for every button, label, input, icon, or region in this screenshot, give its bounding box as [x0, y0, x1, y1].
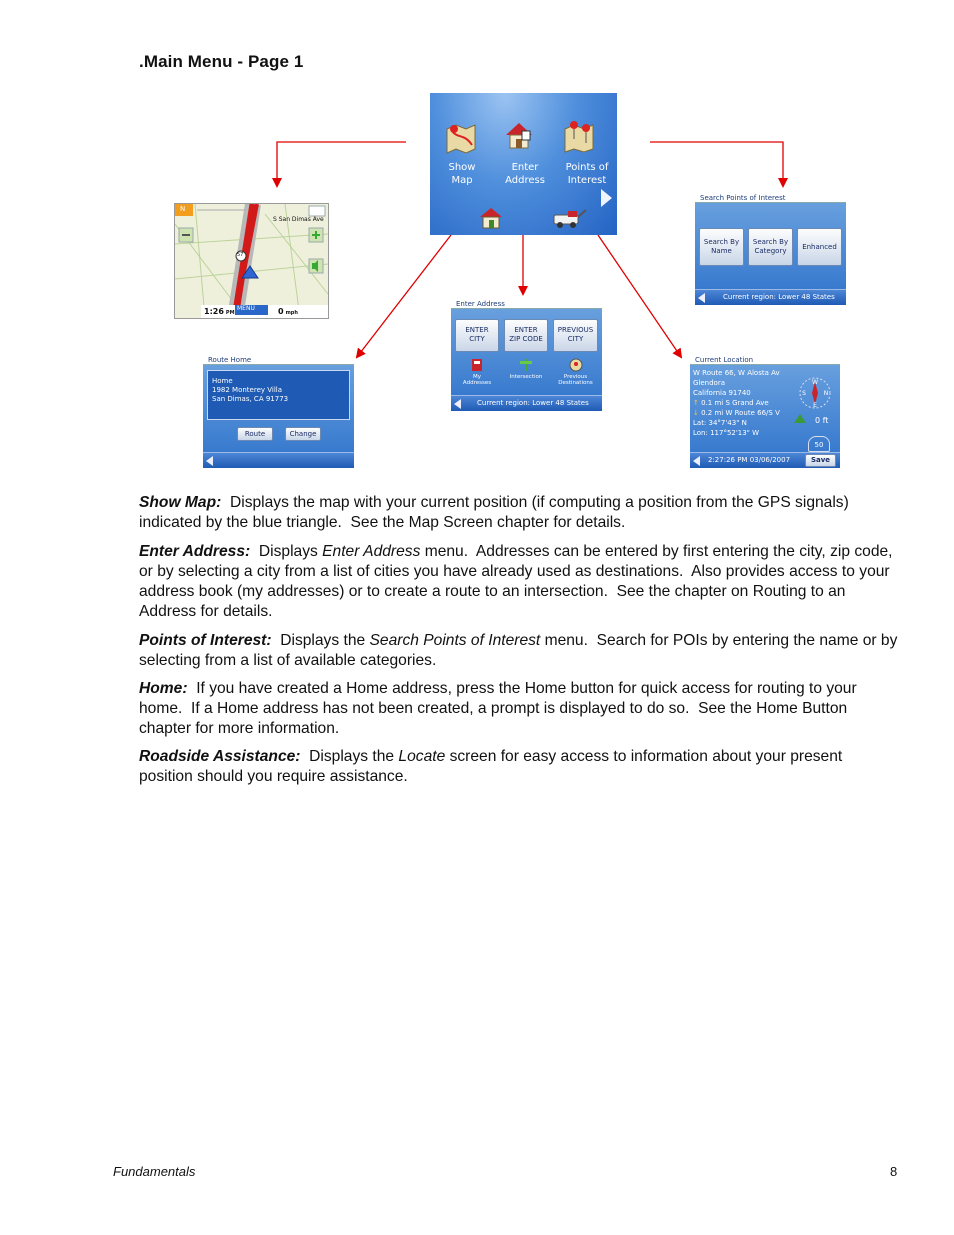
back-arrow-icon[interactable]	[698, 293, 705, 303]
paragraph-text: If you have created a Home address, press the Home button for quick access for routing to your home. If a Home address has not been created, a prompt is displayed to do so. See the Home Button chapter for more information.	[139, 680, 862, 737]
location-line: California 91740	[693, 389, 751, 397]
paragraph-show-map	[139, 493, 899, 533]
save-button[interactable]: Save	[805, 454, 836, 467]
next-street-1	[693, 398, 780, 408]
current-location-screen	[690, 354, 840, 468]
button-label: Search By	[703, 238, 740, 246]
paragraph-text: screen for easy access to information about your present position should you require assistance.	[139, 748, 847, 785]
item-label: Destinations	[558, 380, 593, 386]
arrow-to-location	[598, 235, 681, 357]
speed-readout	[278, 307, 298, 316]
paragraph-text: Displays the	[271, 632, 370, 649]
back-arrow-icon[interactable]	[454, 399, 461, 409]
next-street-2	[693, 408, 780, 418]
map-screen	[174, 203, 329, 319]
region-text: Current region: Lower 48 States	[477, 399, 589, 407]
button-label: ENTER	[465, 326, 489, 334]
roadside-assistance-icon[interactable]	[552, 207, 588, 229]
previous-destinations-icon	[569, 358, 583, 372]
paragraph-roadside-assistance	[139, 747, 899, 787]
intersection-icon	[519, 358, 533, 372]
change-button[interactable]: Change	[285, 427, 321, 441]
term-points-of-interest: Points of Interest:	[139, 632, 272, 649]
button-label: PREVIOUS	[557, 326, 594, 334]
screen-name: Locate	[398, 748, 446, 765]
screen-footer	[203, 452, 354, 468]
menu-item-show-map[interactable]	[437, 161, 487, 187]
paragraph-enter-address	[139, 542, 899, 622]
menu-item-enter-address[interactable]	[500, 161, 550, 187]
button-label: ENTER	[514, 326, 538, 334]
screen-title: Current Location	[690, 354, 840, 365]
page-number: 8	[890, 1164, 898, 1179]
longitude: Lon: 117°52'13" W	[693, 429, 760, 437]
speed-gauge: 50	[808, 436, 830, 452]
search-poi-screen	[695, 192, 846, 305]
svg-text:W: W	[812, 379, 818, 386]
arrow-down-icon: ↓	[693, 409, 699, 417]
menu-label: Show	[448, 162, 476, 173]
points-of-interest-icon[interactable]	[562, 119, 596, 153]
region-text: Current region: Lower 48 States	[723, 293, 835, 301]
time-readout	[204, 307, 235, 316]
term-roadside-assistance: Roadside Assistance:	[139, 748, 301, 765]
menu-label: Enter	[511, 162, 539, 173]
date-time: 2:27:26 PM 03/06/2007	[708, 456, 791, 464]
paragraph-text: Displays the	[300, 748, 399, 765]
back-arrow-icon[interactable]	[206, 456, 213, 466]
button-label: Name	[711, 247, 732, 255]
item-label: Addresses	[462, 380, 492, 386]
svg-text:S: S	[802, 390, 806, 397]
screen-title: Enter Address	[451, 298, 602, 309]
previous-destinations-item[interactable]	[553, 358, 598, 386]
address-line: Home	[212, 377, 233, 385]
show-map-icon[interactable]	[444, 121, 478, 155]
button-label: Enhanced	[802, 243, 837, 251]
menu-item-points-of-interest[interactable]	[562, 161, 612, 187]
arrow-to-poi	[650, 142, 783, 186]
button-label: Search By	[752, 238, 789, 246]
next-page-arrow-icon[interactable]	[601, 189, 612, 207]
paragraph-text: menu. Search for POIs by entering the name or by selecting from a list of available categories.	[139, 632, 902, 669]
latitude: Lat: 34°7'43" N	[693, 419, 747, 427]
enter-zip-code-button[interactable]	[504, 319, 548, 352]
item-label: Previous	[563, 374, 588, 380]
button-label: ZIP CODE	[509, 335, 543, 343]
location-line: W Route 66, W Alosta Av	[693, 369, 780, 377]
svg-text:E: E	[813, 402, 817, 409]
enter-address-screen	[451, 298, 602, 411]
route-home-screen	[203, 354, 354, 468]
term-home: Home:	[139, 680, 188, 697]
address-line: San Dimas, CA 91773	[212, 395, 289, 403]
my-addresses-item[interactable]	[455, 358, 499, 386]
route-shield: 57	[237, 252, 244, 258]
next-street-text: 0.2 mi W Route 66/S V	[701, 409, 780, 417]
term-enter-address: Enter Address:	[139, 543, 251, 560]
paragraph-text: Displays	[250, 543, 323, 560]
home-address-panel	[207, 370, 350, 420]
street-label: S San Dimas Ave	[273, 216, 324, 223]
address-book-icon	[470, 358, 484, 372]
menu-label: Map	[451, 175, 473, 186]
compass-label: N	[180, 205, 186, 213]
svg-text:N: N	[823, 390, 829, 397]
route-button[interactable]: Route	[237, 427, 273, 441]
button-label: CITY	[567, 335, 584, 343]
menu-label: Address	[505, 175, 545, 186]
paragraph-points-of-interest	[139, 631, 902, 671]
region-footer	[451, 395, 602, 411]
search-by-name-button[interactable]	[699, 228, 744, 266]
location-line: Glendora	[693, 379, 726, 387]
paragraph-text: menu. Addresses can be entered by first entering the city, zip code, or by selecting a city from a list of cities you have already used as destinations. Also provides access to your address book (my addresses) or to create a route to an intersection. See the chapter on Routing to an Address for details.	[139, 543, 897, 620]
screen-title: Route Home	[203, 354, 354, 365]
term-show-map: Show Map:	[139, 494, 222, 511]
previous-city-button[interactable]	[553, 319, 598, 352]
enter-city-button[interactable]	[455, 319, 499, 352]
back-arrow-icon[interactable]	[693, 456, 700, 466]
arrow-to-route-home	[357, 235, 451, 357]
enter-address-icon[interactable]	[502, 119, 536, 153]
item-label: My	[472, 374, 481, 380]
button-label: CITY	[469, 335, 485, 343]
section-heading: .Main Menu - Page 1	[139, 52, 304, 71]
location-details	[693, 368, 780, 438]
mountain-icon	[794, 414, 806, 423]
next-street-text: 0.1 mi S Grand Ave	[701, 399, 769, 407]
menu-name: Search Points of Interest	[369, 632, 541, 649]
menu-label: Interest	[567, 175, 607, 186]
intersection-item[interactable]	[504, 358, 548, 380]
paragraph-home	[139, 679, 899, 739]
enhanced-button[interactable]	[797, 228, 842, 266]
home-icon[interactable]	[478, 206, 504, 230]
menu-name: Enter Address	[322, 543, 421, 560]
main-menu-screen	[430, 93, 617, 235]
region-footer	[695, 289, 846, 305]
menu-label: Points of	[565, 162, 609, 173]
speed-value: 0	[278, 307, 284, 316]
menu-button[interactable]: MENU	[237, 305, 255, 312]
arrow-up-icon: ↑	[693, 399, 699, 407]
time-suffix: PM	[225, 310, 235, 316]
compass-rose-icon	[798, 376, 832, 410]
item-label: Intersection	[509, 374, 543, 380]
screen-title: Search Points of Interest	[695, 192, 846, 203]
address-line: 1982 Monterey Villa	[212, 386, 283, 394]
time-value: 1:26	[204, 307, 224, 316]
footer-chapter: Fundamentals	[113, 1164, 196, 1179]
paragraph-text: Displays the map with your current position (if computing a position from the GPS signals) indicated by the blue triangle. See the Map Screen chapter for details.	[139, 494, 854, 531]
elevation: 0 ft	[815, 416, 829, 425]
search-by-category-button[interactable]	[748, 228, 793, 266]
speed-unit: mph	[285, 310, 298, 316]
arrow-to-map	[277, 142, 406, 186]
button-label: Category	[754, 247, 787, 255]
